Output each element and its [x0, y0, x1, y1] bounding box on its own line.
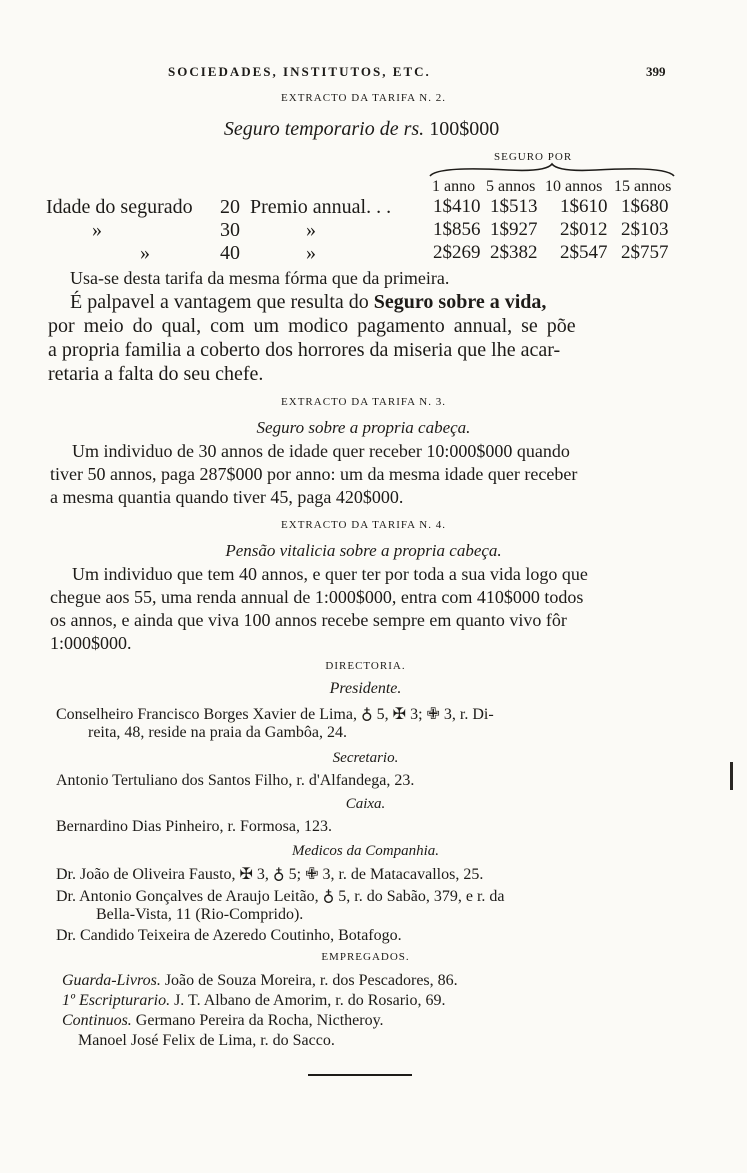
seguro-por-label: SEGURO POR	[494, 151, 573, 163]
tarifa-2-subtitle	[0, 118, 735, 141]
medico-line: Dr. Candido Teixeira de Azeredo Coutinho, Botafogo.	[56, 927, 402, 944]
tarifa-3-line: Um individuo de 30 annos de idade quer receber 10:000$000 quando	[72, 441, 570, 461]
table-cell: 2$103	[621, 219, 669, 240]
paragraph-line: por meio do qual, com um modico pagamento annual, se põe	[48, 315, 576, 337]
medico-line: Bella-Vista, 11 (Rio-Comprido).	[96, 906, 304, 923]
presidente-label: Presidente.	[329, 680, 402, 697]
row-desc: »	[306, 242, 316, 264]
tarifa-4-line: Um individuo que tem 40 annos, e quer ter por toda a sua vida logo que	[72, 564, 588, 584]
secretario-line: Antonio Tertuliano dos Santos Filho, r. d'Alfandega, 23.	[56, 772, 415, 789]
secretario-label: Secretario.	[332, 750, 399, 766]
tarifa-2-heading: EXTRACTO DA TARIFA N. 2.	[281, 92, 446, 104]
margin-mark	[730, 762, 733, 790]
paragraph-line	[70, 291, 546, 314]
col-header-15: 15 annos	[614, 178, 672, 195]
table-cell: 1$680	[621, 196, 669, 217]
row-desc: Premio annual. . .	[250, 196, 392, 218]
empregado-line	[62, 992, 445, 1010]
row-age: 20	[220, 196, 240, 218]
table-cell: 1$856	[433, 219, 481, 240]
row-age: 30	[220, 219, 240, 241]
table-cell: 2$382	[490, 242, 538, 263]
empregado-line	[62, 1012, 384, 1030]
table-cell: 2$757	[621, 242, 669, 263]
brace-icon	[428, 162, 676, 178]
empregado-role: Continuos.	[62, 1012, 132, 1029]
table-cell: 2$269	[433, 242, 481, 263]
empregado-role: 1º Escripturario.	[62, 992, 171, 1009]
presidente-line: reita, 48, reside na praia da Gambôa, 24.	[88, 724, 348, 741]
row-label: »	[92, 219, 102, 241]
medico-line: Dr. Antonio Gonçalves de Araujo Leitão, ♁ 5, r. do Sabão, 379, e r. da	[56, 888, 505, 905]
tarifa-3-subtitle: Seguro sobre a propria cabeça.	[256, 418, 471, 437]
paragraph-line: retaria a falta do seu chefe.	[48, 363, 264, 385]
empregado-line: Manoel José Felix de Lima, r. do Sacco.	[78, 1032, 335, 1049]
col-header-5: 5 annos	[486, 178, 536, 195]
caixa-label: Caixa.	[345, 796, 386, 812]
table-cell: 1$927	[490, 219, 538, 240]
table-cell: 1$410	[433, 196, 481, 217]
table-cell: 1$610	[560, 196, 608, 217]
table-cell: 2$547	[560, 242, 608, 263]
tarifa-4-subtitle: Pensão vitalicia sobre a propria cabeça.	[225, 541, 502, 560]
row-label: Idade do segurado	[46, 196, 193, 218]
tarifa-2-note: Usa-se desta tarifa da mesma fórma que da primeira.	[70, 268, 450, 288]
medicos-label: Medicos da Companhia.	[291, 843, 440, 859]
empregado-line	[62, 972, 458, 990]
paragraph-line: a propria familia a coberto dos horrores da miseria que lhe acar-	[48, 339, 561, 361]
tarifa-4-line: chegue aos 55, uma renda annual de 1:000$000, entra com 410$000 todos	[50, 587, 584, 607]
tarifa-3-heading: EXTRACTO DA TARIFA N. 3.	[281, 396, 446, 408]
col-header-1: 1 anno	[432, 178, 476, 195]
empregados-heading: EMPREGADOS.	[321, 951, 410, 963]
row-label: »	[140, 242, 150, 264]
table-cell: 2$012	[560, 219, 608, 240]
tarifa-4-line: os annos, e ainda que viva 100 annos recebe sempre em quanto vivo fôr	[50, 610, 567, 630]
seguro-emphasis: Seguro sobre a vida,	[373, 291, 547, 313]
running-header: SOCIEDADES, INSTITUTOS, ETC.	[168, 64, 431, 79]
closing-rule	[308, 1074, 412, 1076]
empregado-role: Guarda-Livros.	[62, 972, 161, 989]
tarifa-3-line: tiver 50 annos, paga 287$000 por anno: um da mesma idade quer receber	[50, 464, 578, 484]
paragraph-text: É palpavel a vantagem que resulta do	[70, 291, 374, 313]
tarifa-2-subtitle-text: Seguro temporario de rs.	[223, 118, 425, 140]
medico-line: Dr. João de Oliveira Fausto, ✠ 3, ♁ 5; ✙ 3, r. de Matacavallos, 25.	[56, 866, 484, 883]
empregado-name: João de Souza Moreira, r. dos Pescadores, 86.	[160, 972, 458, 989]
row-desc: »	[306, 219, 316, 241]
page-number: 399	[646, 64, 666, 79]
empregado-name: J. T. Albano de Amorim, r. do Rosario, 69.	[170, 992, 446, 1009]
tarifa-2-subtitle-amount: 100$000	[429, 118, 500, 140]
tarifa-3-line: a mesma quantia quando tiver 45, paga 420$000.	[50, 487, 404, 507]
directoria-heading: DIRECTORIA.	[325, 660, 406, 672]
empregado-name: Germano Pereira da Rocha, Nictheroy.	[131, 1012, 384, 1029]
presidente-line: Conselheiro Francisco Borges Xavier de Lima, ♁ 5, ✠ 3; ✙ 3, r. Di-	[56, 706, 494, 723]
caixa-line: Bernardino Dias Pinheiro, r. Formosa, 123.	[56, 818, 332, 835]
tarifa-4-heading: EXTRACTO DA TARIFA N. 4.	[281, 519, 446, 531]
row-age: 40	[220, 242, 240, 264]
tarifa-4-line: 1:000$000.	[50, 633, 132, 653]
col-header-10: 10 annos	[545, 178, 603, 195]
table-cell: 1$513	[490, 196, 538, 217]
